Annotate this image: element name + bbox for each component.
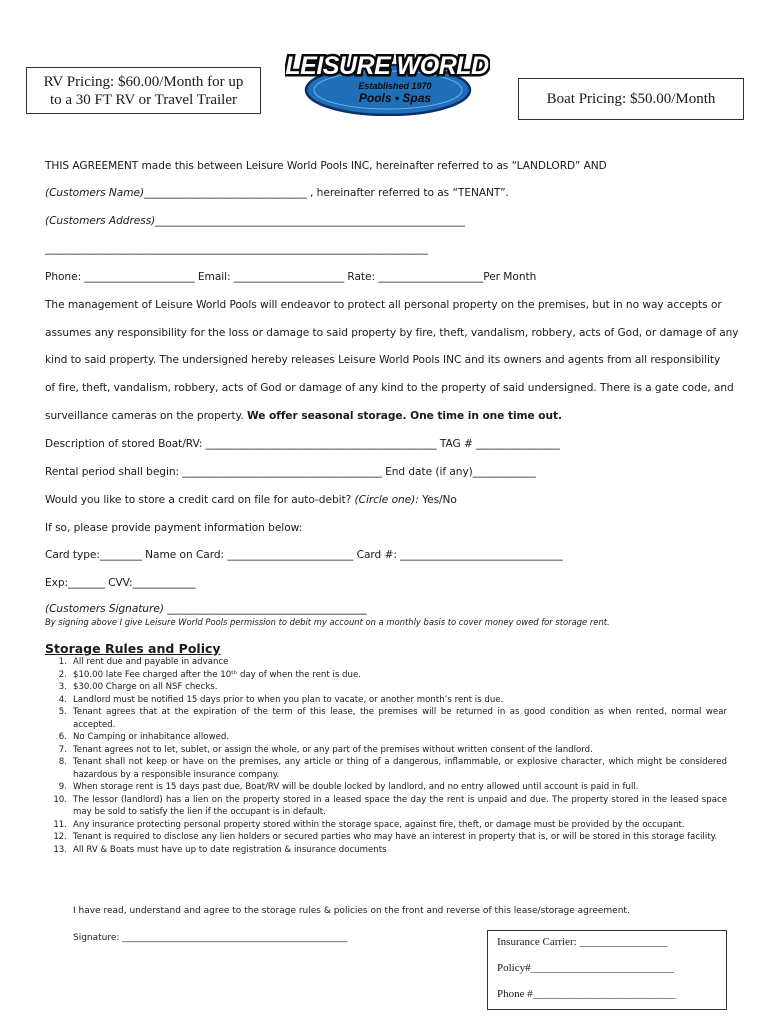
description-row[interactable]: Description of stored Boat/RV: ____________________________________________ TAG # ________________	[45, 438, 561, 450]
rule-text: Any insurance protecting personal property stored within the storage space, against fire, theft, or damage must be provided by the occupant.	[73, 819, 685, 830]
rule-text: $30.00 Charge on all NSF checks.	[73, 682, 218, 692]
rule-number: 5.	[58, 707, 67, 717]
address-line2-field[interactable]: _________________________________________________________________________	[45, 243, 429, 255]
rule-text: Tenant agrees that at the expiration of the term of this lease, the premises will be returned in as good condition as when rented, normal wear accepted.	[73, 707, 727, 730]
customer-address-label: (Customers Address)	[45, 215, 156, 227]
autodebit-question: Would you like to store a credit card on file for auto-debit?	[45, 494, 355, 506]
signature-field[interactable]: Signature: __________________________________________________	[73, 933, 348, 943]
phone-email-rate-row[interactable]: Phone: _____________________ Email: _____________________ Rate: ____________________Per Month	[45, 271, 537, 283]
rules-list	[45, 656, 727, 856]
rule-number: 9.	[58, 782, 67, 792]
boat-pricing-text: Boat Pricing: $50.00/Month	[546, 91, 716, 107]
autodebit-row	[45, 494, 457, 506]
customer-name-label: (Customers Name)	[45, 187, 145, 199]
rule-item	[45, 744, 727, 757]
rule-number: 11.	[53, 819, 67, 830]
card-row[interactable]: Card type:________ Name on Card: ________________________ Card #: _______________________________	[45, 549, 563, 561]
signature-note: By signing above I give Leisure World Pools permission to debit my account on a monthly basis to cover money owed for storage rent.	[45, 617, 610, 627]
liability-para-5	[45, 410, 562, 422]
customer-signature-label: (Customers Signature)	[45, 603, 164, 615]
agreement-acknowledgement: I have read, understand and agree to the storage rules & policies on the front and reverse of this lease/storage agreement.	[73, 906, 630, 916]
rule-number: 8.	[58, 757, 67, 767]
seasonal-storage-note: We offer seasonal storage. One time in one time out.	[247, 410, 563, 422]
rule-item	[45, 844, 727, 857]
customer-name-field[interactable]: _______________________________	[144, 187, 307, 199]
rule-text: Tenant is required to disclose any lien holders or secured parties who may have an interest in property that is, or will be stored in this storage facility.	[73, 832, 718, 842]
rule-number: 3.	[58, 682, 67, 692]
rule-item	[45, 656, 727, 669]
rule-text: No Camping or inhabitance allowed.	[73, 732, 230, 742]
logo-wordmark: LEISURE WORLD	[285, 52, 489, 80]
rule-item	[45, 681, 727, 694]
boat-pricing-box	[518, 78, 744, 120]
liability-para-4: of fire, theft, vandalism, robbery, acts of God or damage of any kind to the property of said undersigned. There is a gate code, and	[45, 382, 734, 394]
rule-text: All rent due and payable in advance	[73, 657, 229, 667]
rule-text: All RV & Boats must have up to date registration & insurance documents	[73, 844, 387, 855]
rental-period-row[interactable]: Rental period shall begin: ______________________________________ End date (if any)____________	[45, 466, 536, 478]
rv-pricing-line2: to a 30 FT RV or Travel Trailer	[49, 92, 238, 108]
rule-text: Landlord must be notified 15 days prior to when you plan to vacate, or another month’s rent is due.	[73, 694, 504, 705]
liability-para-3: kind to said property. The undersigned hereby releases Leisure World Pools INC and its owners and agents from all responsibility	[45, 354, 721, 366]
customer-name-row	[45, 187, 509, 199]
customer-address-field[interactable]: ___________________________________________________________	[155, 215, 465, 227]
exp-cvv-row[interactable]: Exp:_______ CVV:____________	[45, 577, 196, 589]
phone-field[interactable]: Phone #__________________________	[497, 988, 676, 1000]
rule-item	[45, 831, 727, 844]
rule-number: 13.	[53, 844, 67, 855]
rules-title: Storage Rules and Policy	[45, 641, 221, 656]
rv-pricing-line1: RV Pricing: $60.00/Month for up	[43, 74, 244, 90]
customer-signature-field[interactable]: ______________________________________	[163, 603, 367, 615]
rule-item	[45, 781, 727, 794]
customer-address-row	[45, 215, 465, 227]
rule-text: $10.00 late Fee charged after the 10ᵗʰ day of when the rent is due.	[73, 669, 361, 680]
rule-text: When storage rent is 15 days past due, Boat/RV will be double locked by landlord, and no entry allowed until account is paid in full.	[73, 782, 639, 792]
leisure-world-logo	[285, 50, 490, 116]
liability-para-1: The management of Leisure World Pools will endeavor to protect all personal property on the premises, but in no way accepts or	[45, 299, 722, 311]
rule-text: Tenant shall not keep or have on the premises, any article or thing of a dangerous, inflammable, or explosive character, which might be considered hazardous by a responsible insurance company.	[73, 757, 727, 780]
liability-para-2: assumes any responsibility for the loss or damage to said property by fire, theft, vandalism, robbery, acts of God, or damage of any	[45, 327, 739, 339]
rule-number: 7.	[58, 744, 67, 755]
rule-item	[45, 819, 727, 832]
rule-number: 10.	[53, 794, 67, 805]
rule-text: Tenant agrees not to let, sublet, or assign the whole, or any part of the premises without written consent of the landlord.	[73, 744, 593, 755]
rule-item	[45, 756, 727, 781]
rule-item	[45, 694, 727, 707]
insurance-box	[487, 930, 727, 1010]
rule-item	[45, 731, 727, 744]
rule-number: 2.	[58, 669, 67, 680]
rv-pricing-box	[26, 67, 261, 114]
rule-number: 4.	[58, 694, 67, 705]
payment-info-label: If so, please provide payment information below:	[45, 522, 303, 534]
rule-item	[45, 669, 727, 682]
rule-text: The lessor (landlord) has a lien on the property stored in a leased space the day the rent is unpaid and due. The property stored in the leased space may be sold to satisfy the lien if the occupant is in default.	[73, 794, 727, 817]
tenant-suffix: , hereinafter referred to as “TENANT”.	[306, 187, 509, 199]
rule-item	[45, 706, 727, 731]
para5-text: surveillance cameras on the property.	[45, 410, 247, 422]
logo-established: Established 1970	[358, 81, 432, 91]
rule-number: 6.	[58, 732, 67, 742]
insurance-carrier-field[interactable]: Insurance Carrier: ________________	[497, 936, 668, 948]
agreement-line: THIS AGREEMENT made this between Leisure World Pools INC, hereinafter referred to as “LANDLORD” AND	[45, 160, 607, 172]
circle-one-label: (Circle one):	[354, 494, 419, 506]
yes-no-options[interactable]: Yes/No	[418, 494, 457, 506]
logo-tagline: Pools • Spas	[358, 91, 432, 105]
customer-signature-row	[45, 603, 367, 615]
policy-field[interactable]: Policy#__________________________	[497, 962, 674, 974]
rule-item	[45, 794, 727, 819]
rule-number: 1.	[58, 657, 67, 667]
rule-number: 12.	[53, 832, 67, 842]
